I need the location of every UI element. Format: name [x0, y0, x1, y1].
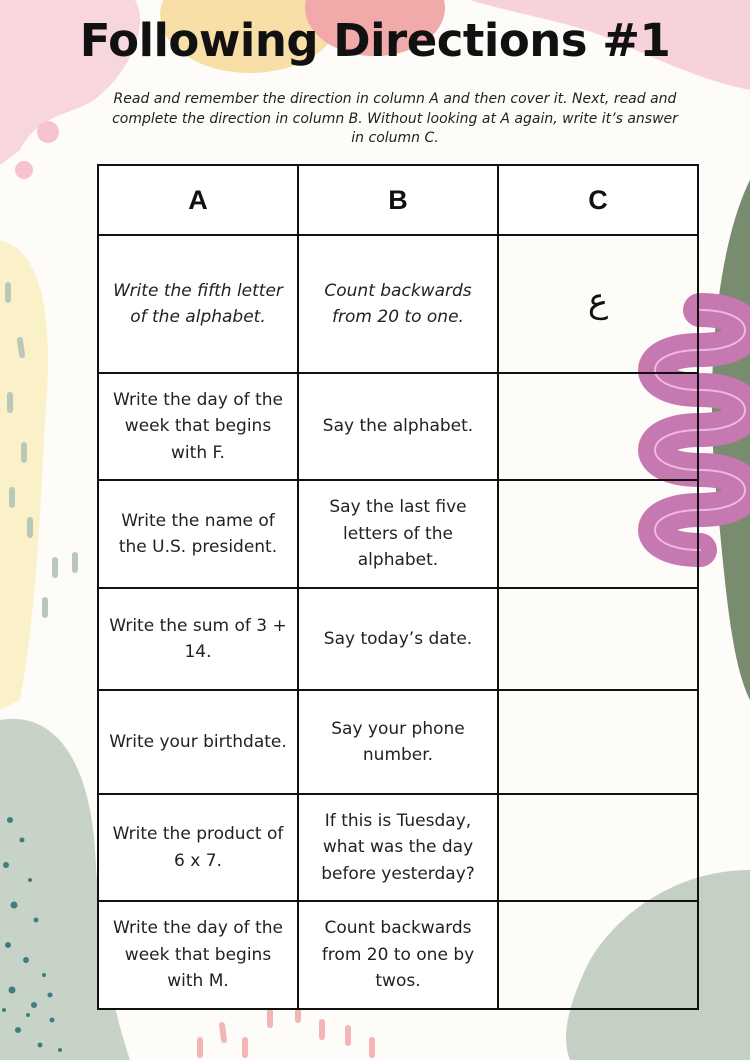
- pink-dot: [37, 121, 59, 143]
- direction-b-cell: Say the last five letters of the alphabet.: [298, 480, 498, 588]
- direction-b-cell: Count backwards from 20 to one.: [298, 235, 498, 373]
- direction-b-cell: Say your phone number.: [298, 690, 498, 794]
- handwritten-answer: ع: [587, 280, 609, 321]
- instructions-text: Read and remember the direction in column A and then cover it. Next, read and complete the direction in column B. Without looking at A again, write it’s answer in column C.: [112, 91, 678, 146]
- pink-dashes-bottom: [200, 1005, 372, 1055]
- direction-b-cell: If this is Tuesday, what was the day before yesterday?: [298, 794, 498, 901]
- answer-c-cell[interactable]: [498, 480, 698, 588]
- table-row: [98, 373, 698, 480]
- answer-c-cell[interactable]: [498, 588, 698, 690]
- column-c-header: C: [498, 165, 698, 235]
- column-b-header: B: [298, 165, 498, 235]
- cream-blob-left: [0, 240, 48, 710]
- direction-a-cell: Write the day of the week that begins with F.: [98, 373, 298, 480]
- table-row: [98, 588, 698, 690]
- direction-a-cell: Write the fifth letter of the alphabet.: [98, 235, 298, 373]
- direction-b-cell: Say today’s date.: [298, 588, 498, 690]
- direction-a-cell: Write the name of the U.S. president.: [98, 480, 298, 588]
- direction-a-cell: Write your birthdate.: [98, 690, 298, 794]
- answer-c-cell[interactable]: [498, 235, 698, 373]
- pink-dot-small: [15, 161, 33, 179]
- answer-c-cell[interactable]: [498, 901, 698, 1009]
- table-row: [98, 794, 698, 901]
- direction-a-cell: Write the product of 6 x 7.: [98, 794, 298, 901]
- direction-b-cell: Count backwards from 20 to one by twos.: [298, 901, 498, 1009]
- direction-a-cell: Write the sum of 3 + 14.: [98, 588, 298, 690]
- direction-b-cell: Say the alphabet.: [298, 373, 498, 480]
- table-row: [98, 235, 698, 373]
- table-header-row: [98, 165, 698, 235]
- column-a-header: A: [98, 165, 298, 235]
- page-title: Following Directions #1: [79, 14, 671, 67]
- answer-c-cell[interactable]: [498, 373, 698, 480]
- answer-c-cell[interactable]: [498, 690, 698, 794]
- direction-a-cell: Write the day of the week that begins with M.: [98, 901, 298, 1009]
- table-row: [98, 901, 698, 1009]
- table-row: [98, 480, 698, 588]
- directions-table: [97, 164, 699, 1010]
- table-row: [98, 690, 698, 794]
- answer-c-cell[interactable]: [498, 794, 698, 901]
